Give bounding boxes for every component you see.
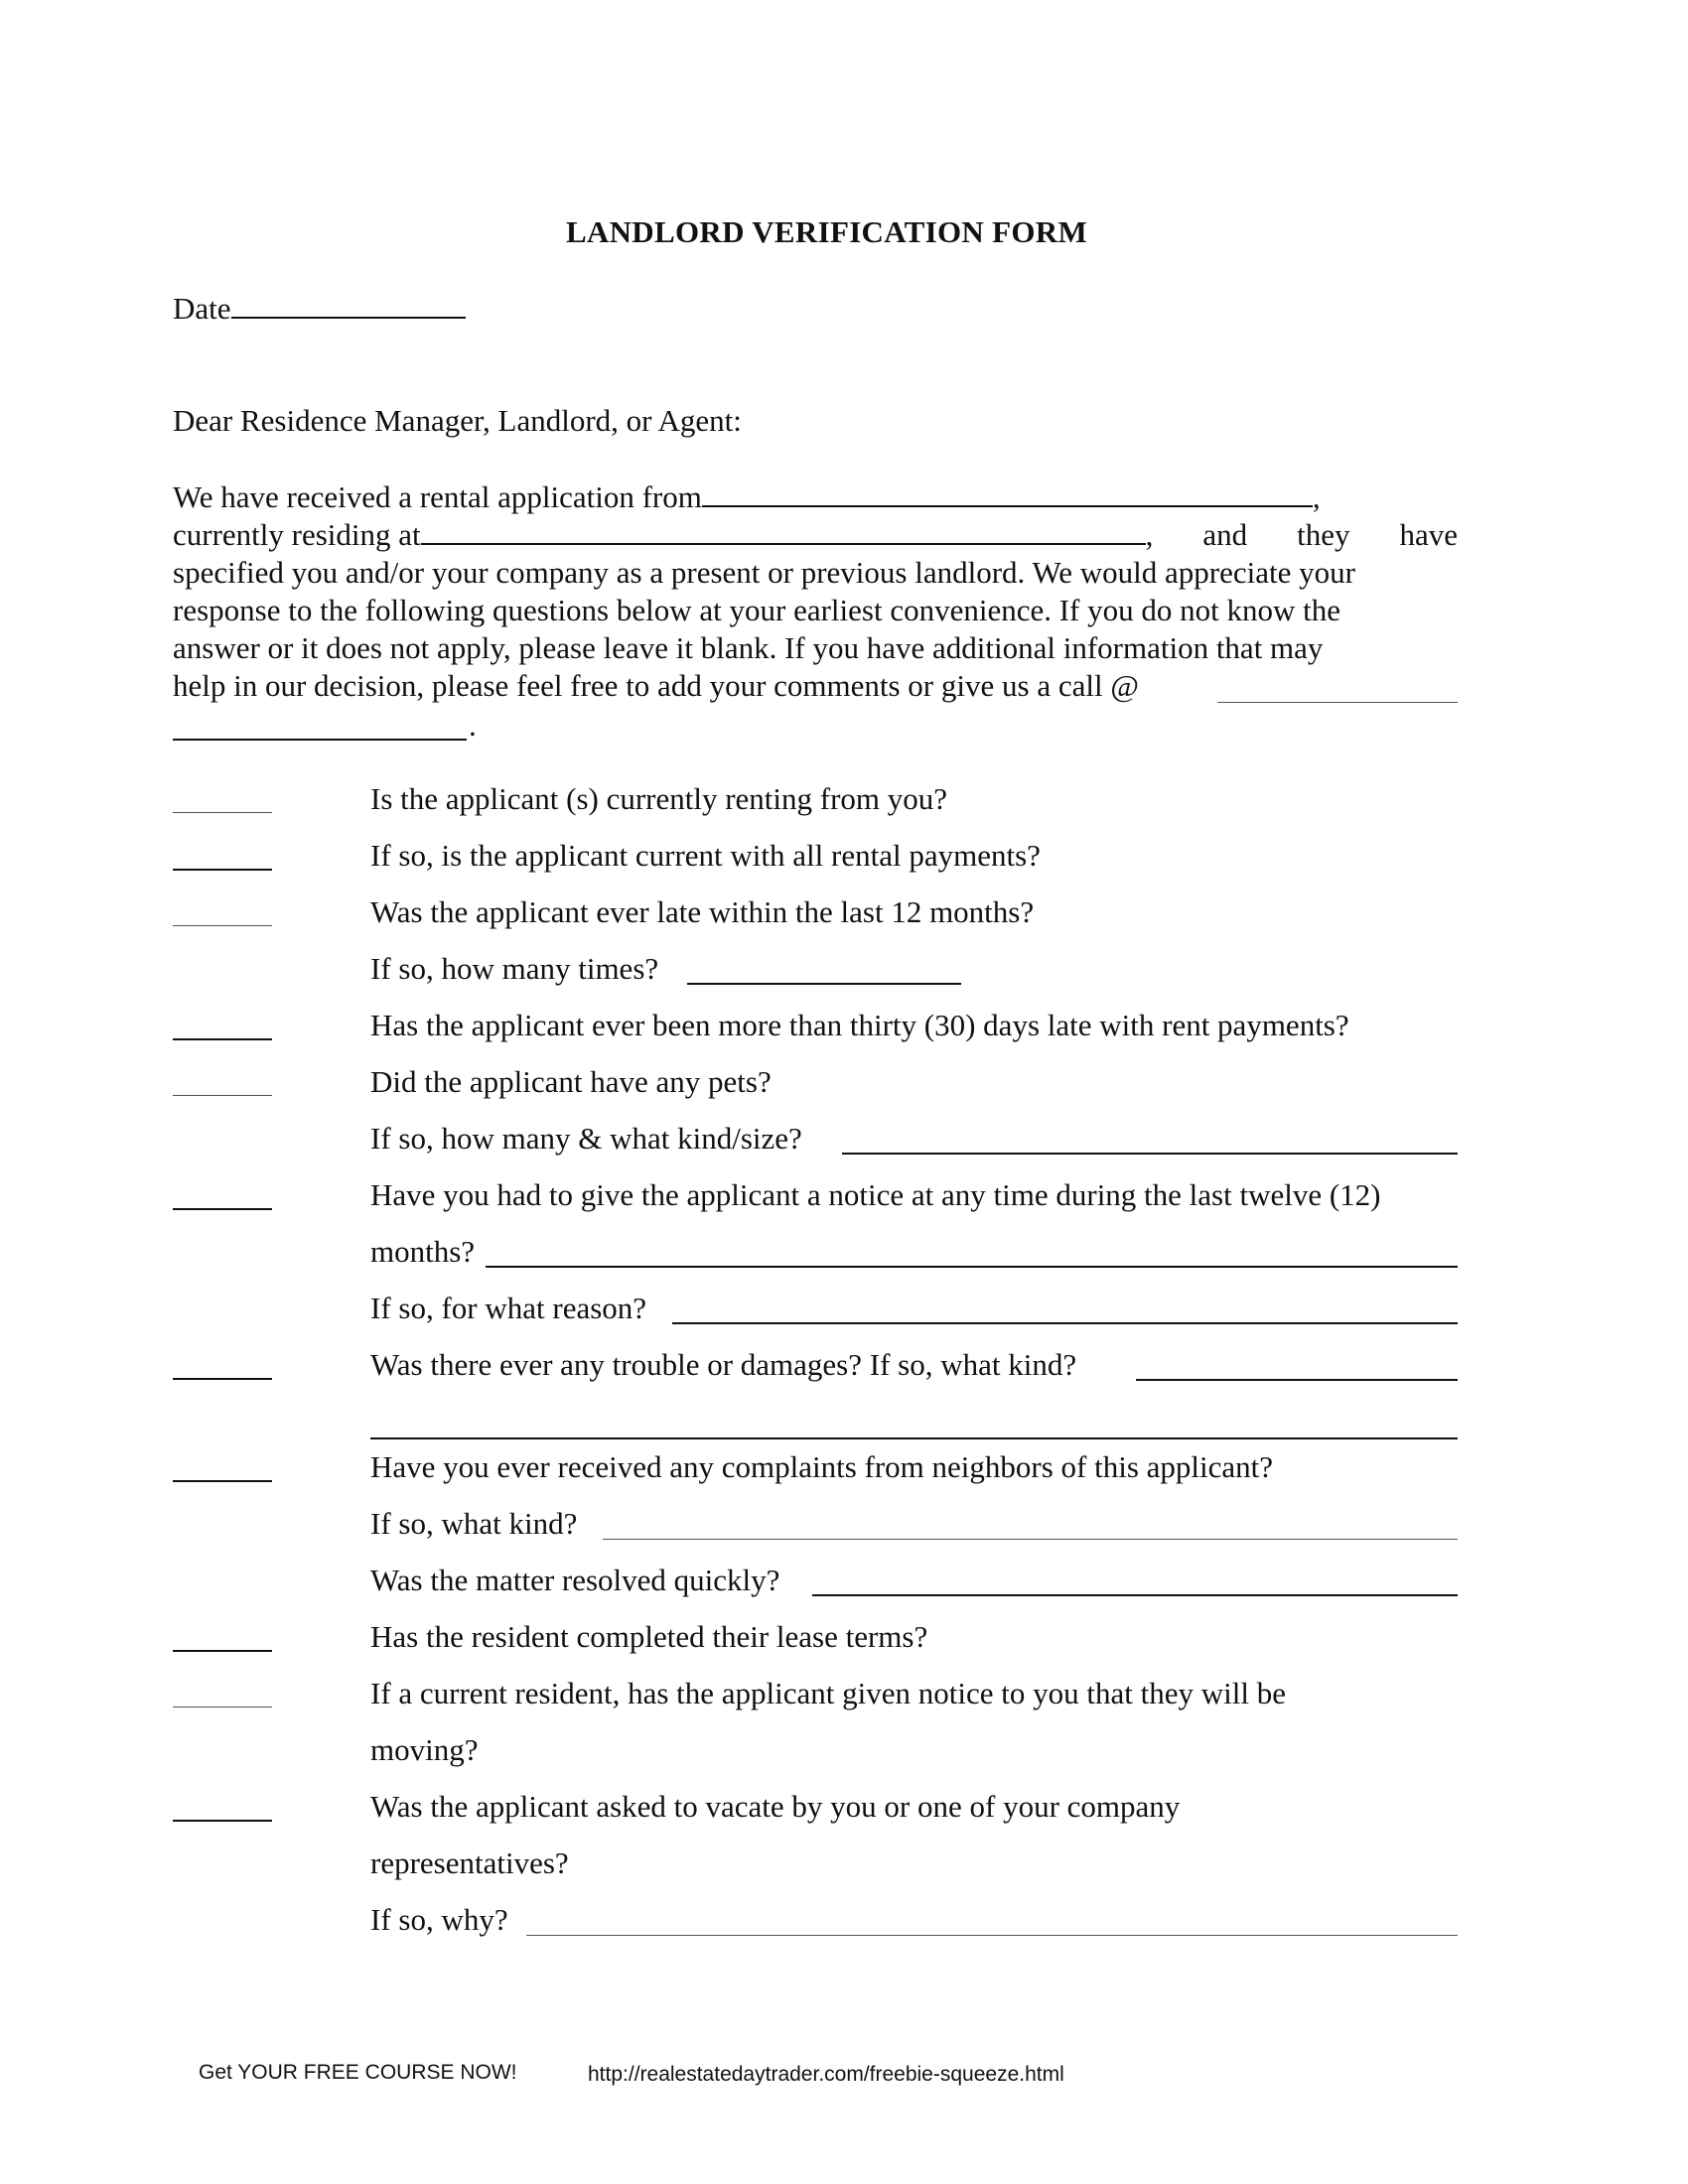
answer-blank-q7[interactable] (173, 1378, 272, 1380)
question-10-cont: moving? (370, 1732, 479, 1767)
date-field[interactable] (231, 291, 466, 319)
question-7: Was there ever any trouble or damages? If so, what kind? (370, 1347, 1077, 1382)
answer-blank-q3[interactable] (173, 925, 272, 926)
question-11a: If so, why? (370, 1902, 508, 1937)
answer-blank-q8[interactable] (173, 1480, 272, 1482)
intro-word: have (1399, 517, 1458, 552)
date-row (173, 290, 466, 328)
complaint-kind-field[interactable] (603, 1539, 1458, 1540)
question-6a: If so, for what reason? (370, 1291, 647, 1325)
damages-field-2[interactable] (370, 1437, 1458, 1439)
damages-field[interactable] (1136, 1379, 1458, 1381)
intro-line-6 (173, 667, 1139, 705)
notice-field[interactable] (486, 1266, 1458, 1268)
current-address-field[interactable] (421, 517, 1146, 545)
answer-blank-q10[interactable] (173, 1706, 272, 1707)
intro-word: they (1297, 517, 1350, 552)
vacate-reason-field[interactable] (526, 1935, 1458, 1936)
answer-blank-q4[interactable] (173, 1038, 272, 1040)
notice-reason-field[interactable] (672, 1322, 1458, 1324)
question-8: Have you ever received any complaints from neighbors of this applicant? (370, 1449, 1274, 1484)
question-3: Was the applicant ever late within the last 12 months? (370, 894, 1035, 929)
question-6: Have you had to give the applicant a notice at any time during the last twelve (12) (370, 1177, 1381, 1212)
question-6-cont: months? (370, 1234, 476, 1269)
form-title: LANDLORD VERIFICATION FORM (565, 214, 1088, 249)
late-count-field[interactable] (687, 983, 961, 985)
intro-line-2 (173, 516, 1458, 554)
intro-line-3: specified you and/or your company as a present or previous landlord. We would appreciate your (173, 555, 1355, 590)
phone-field-part-1[interactable] (1217, 702, 1458, 703)
intro-word: and (1202, 517, 1248, 552)
answer-blank-q11[interactable] (173, 1820, 272, 1822)
answer-blank-q5[interactable] (173, 1095, 272, 1096)
intro-comma: , (1312, 479, 1321, 514)
resolved-field[interactable] (812, 1594, 1458, 1596)
question-5a: If so, how many & what kind/size? (370, 1121, 802, 1156)
question-4: Has the applicant ever been more than thirty (30) days late with rent payments? (370, 1008, 1349, 1042)
intro-text: help in our decision, please feel free to add your comments or give us a call @ (173, 668, 1139, 703)
question-9: Has the resident completed their lease terms? (370, 1619, 928, 1654)
date-label: Date (173, 291, 231, 326)
intro-text: currently residing at (173, 517, 421, 552)
footer-url[interactable]: http://realestatedaytrader.com/freebie-squeeze.html (588, 2063, 1064, 2086)
question-8b: Was the matter resolved quickly? (370, 1563, 780, 1597)
question-10: If a current resident, has the applicant given notice to you that they will be (370, 1676, 1286, 1710)
footer-promo: Get YOUR FREE COURSE NOW! (199, 2061, 517, 2084)
question-3a: If so, how many times? (370, 951, 659, 986)
intro-line-5: answer or it does not apply, please leave it blank. If you have additional information that may (173, 630, 1324, 665)
intro-period: . (469, 708, 477, 743)
intro-line-1 (173, 478, 1321, 516)
phone-field-part-2[interactable] (173, 739, 467, 741)
intro-comma: , (1145, 517, 1154, 552)
answer-blank-q1[interactable] (173, 812, 272, 813)
answer-blank-q6[interactable] (173, 1208, 272, 1210)
intro-line-4: response to the following questions below at your earliest convenience. If you do not know the (173, 593, 1341, 627)
question-2: If so, is the applicant current with all rental payments? (370, 838, 1041, 873)
question-5: Did the applicant have any pets? (370, 1064, 772, 1099)
question-11-cont: representatives? (370, 1845, 569, 1880)
applicant-name-field[interactable] (702, 479, 1313, 507)
question-8a: If so, what kind? (370, 1506, 578, 1541)
answer-blank-q9[interactable] (173, 1650, 272, 1652)
question-11: Was the applicant asked to vacate by you or one of your company (370, 1789, 1181, 1824)
pets-detail-field[interactable] (842, 1153, 1458, 1155)
answer-blank-q2[interactable] (173, 869, 272, 871)
salutation: Dear Residence Manager, Landlord, or Agent: (173, 403, 742, 438)
intro-text: We have received a rental application from (173, 479, 702, 514)
question-1: Is the applicant (s) currently renting from you? (370, 781, 948, 816)
